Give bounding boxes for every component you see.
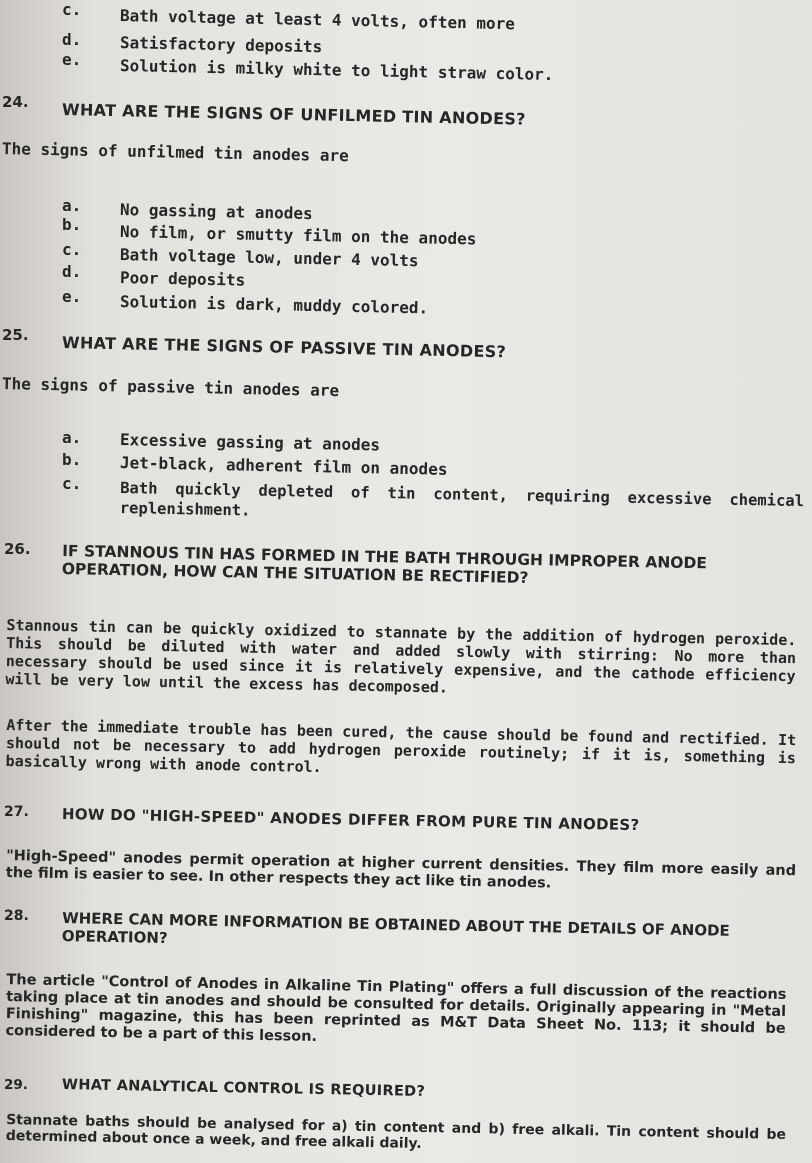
list-text: Satisfactory deposits [119,33,323,57]
question-number: 28. [4,908,29,924]
answer-paragraph: "High-Speed" anodes permit operation at higher current densities. They film more easily and the film is easier to see. In other respects they act like tin anodes. [5,848,797,892]
question-number: 24. [2,93,29,111]
list-letter: a. [62,196,82,215]
list-letter: e. [62,50,82,69]
list-text: Bath voltage at least 4 volts, often more [119,6,516,34]
list-letter: b. [62,450,82,469]
list-letter: b. [62,215,82,234]
list-letter: d. [62,30,82,49]
question-heading: WHAT ANALYTICAL CONTROL IS REQUIRED? [61,1077,426,1100]
list-letter: c. [62,474,82,493]
question-number: 26. [4,540,31,558]
answer-lead: The signs of unfilmed tin anodes are [1,139,349,166]
question-heading: IF STANNOUS TIN HAS FORMED IN THE BATH THROUGH IMPROPER ANODE OPERATION, HOW CAN THE SITUATION BE RECTIFIED? [61,542,708,587]
list-text: Poor deposits [119,268,246,290]
question-heading: HOW DO "HIGH-SPEED" ANODES DIFFER FROM PURE TIN ANODES? [61,805,640,835]
list-text: No film, or smutty film on the anodes [119,222,477,249]
question-heading: WHAT ARE THE SIGNS OF UNFILMED TIN ANODES? [61,100,526,129]
list-text: Solution is milky white to light straw color. [119,56,554,85]
answer-paragraph: After the immediate trouble has been cured, the cause should be found and rectified. It should not be necessary to add hydrogen peroxide routinely; if it is, something is basically wrong with anode control. [5,716,797,777]
question-heading: WHERE CAN MORE INFORMATION BE OBTAINED ABOUT THE DETAILS OF ANODE OPERATION? [61,909,730,948]
list-text: Jet-black, adherent film on anodes [119,453,448,479]
answer-paragraph: Stannate baths should be analysed for a) tin content and b) free alkali. Tin content should be determined about once a week, and free alkali daily. [5,1112,787,1152]
answer-paragraph: The article "Control of Anodes in Alkaline Tin Plating" offers a full discussion of the reactions taking place at tin anodes and should be consulted for details. Originally appearing in "Metal Finishing" magazine, this has been reprinted as M&T Data Sheet No. 113; it should be considered to be a part of this lesson. [5,972,787,1045]
list-text: No gassing at anodes [119,200,313,224]
list-letter: c. [62,0,82,19]
list-text: Bath voltage low, under 4 volts [119,245,419,271]
list-text: Solution is dark, muddy colored. [119,292,429,318]
list-letter: e. [62,287,82,306]
list-text: Bath quickly depleted of tin content, requiring excessive chemical replenishment. [119,479,805,520]
answer-lead: The signs of passive tin anodes are [1,374,340,401]
answer-paragraph: Stannous tin can be quickly oxidized to stannate by the addition of hydrogen peroxide. This should be diluted with water and added slowly with stirring: No more than necessary should be used since it is relatively expensive, and the cathode efficiency will be very low until the excess has decomposed. [5,616,797,697]
question-heading: WHAT ARE THE SIGNS OF PASSIVE TIN ANODES? [61,333,507,362]
question-number: 25. [2,326,29,344]
question-number: 27. [4,804,29,820]
question-number: 29. [4,1077,28,1093]
list-letter: a. [62,428,82,447]
list-letter: d. [62,262,82,281]
list-letter: c. [62,240,82,259]
list-text: Excessive gassing at anodes [119,430,381,455]
